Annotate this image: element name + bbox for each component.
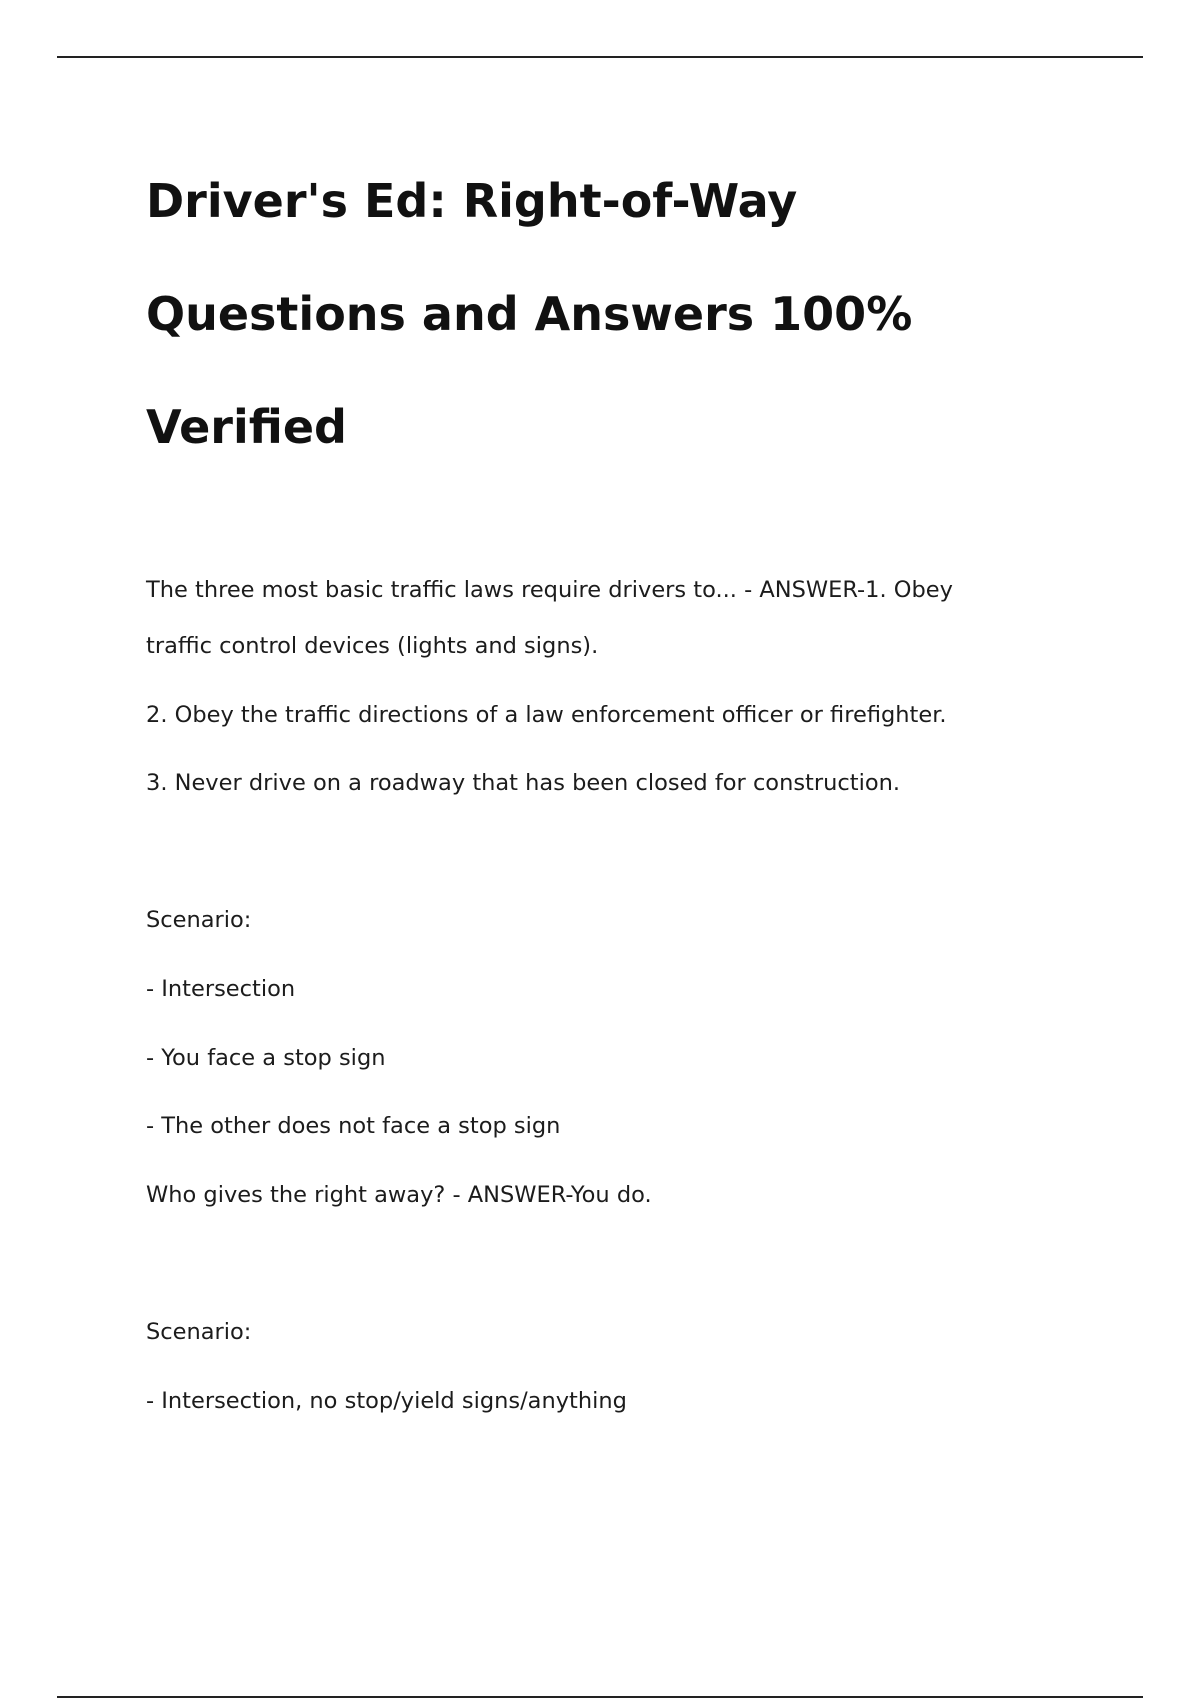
qa-1-line-1: The three most basic traffic laws require drivers to... - ANSWER-1. Obey — [146, 577, 953, 603]
qa-1-line-4: 3. Never drive on a roadway that has been closed for construction. — [146, 770, 901, 796]
top-rule — [57, 56, 1143, 58]
bottom-rule — [57, 1696, 1143, 1698]
title-line-2: Questions and Answers 100% — [146, 287, 913, 341]
qa-2-line-5: Who gives the right away? - ANSWER-You do. — [146, 1182, 652, 1208]
qa-3-line-2: - Intersection, no stop/yield signs/anything — [146, 1388, 627, 1414]
title-line-3: Verified — [146, 400, 347, 454]
title-line-1: Driver's Ed: Right-of-Way — [146, 174, 798, 228]
qa-1-line-2: traffic control devices (lights and signs). — [146, 633, 599, 659]
qa-2-line-3: - You face a stop sign — [146, 1045, 386, 1071]
document-title — [146, 145, 1086, 484]
qa-1-line-3: 2. Obey the traffic directions of a law enforcement officer or firefighter. — [146, 702, 947, 728]
qa-3-line-1: Scenario: — [146, 1319, 252, 1345]
qa-2-line-1: Scenario: — [146, 907, 252, 933]
qa-2-line-4: - The other does not face a stop sign — [146, 1113, 561, 1139]
qa-2-line-2: - Intersection — [146, 976, 296, 1002]
